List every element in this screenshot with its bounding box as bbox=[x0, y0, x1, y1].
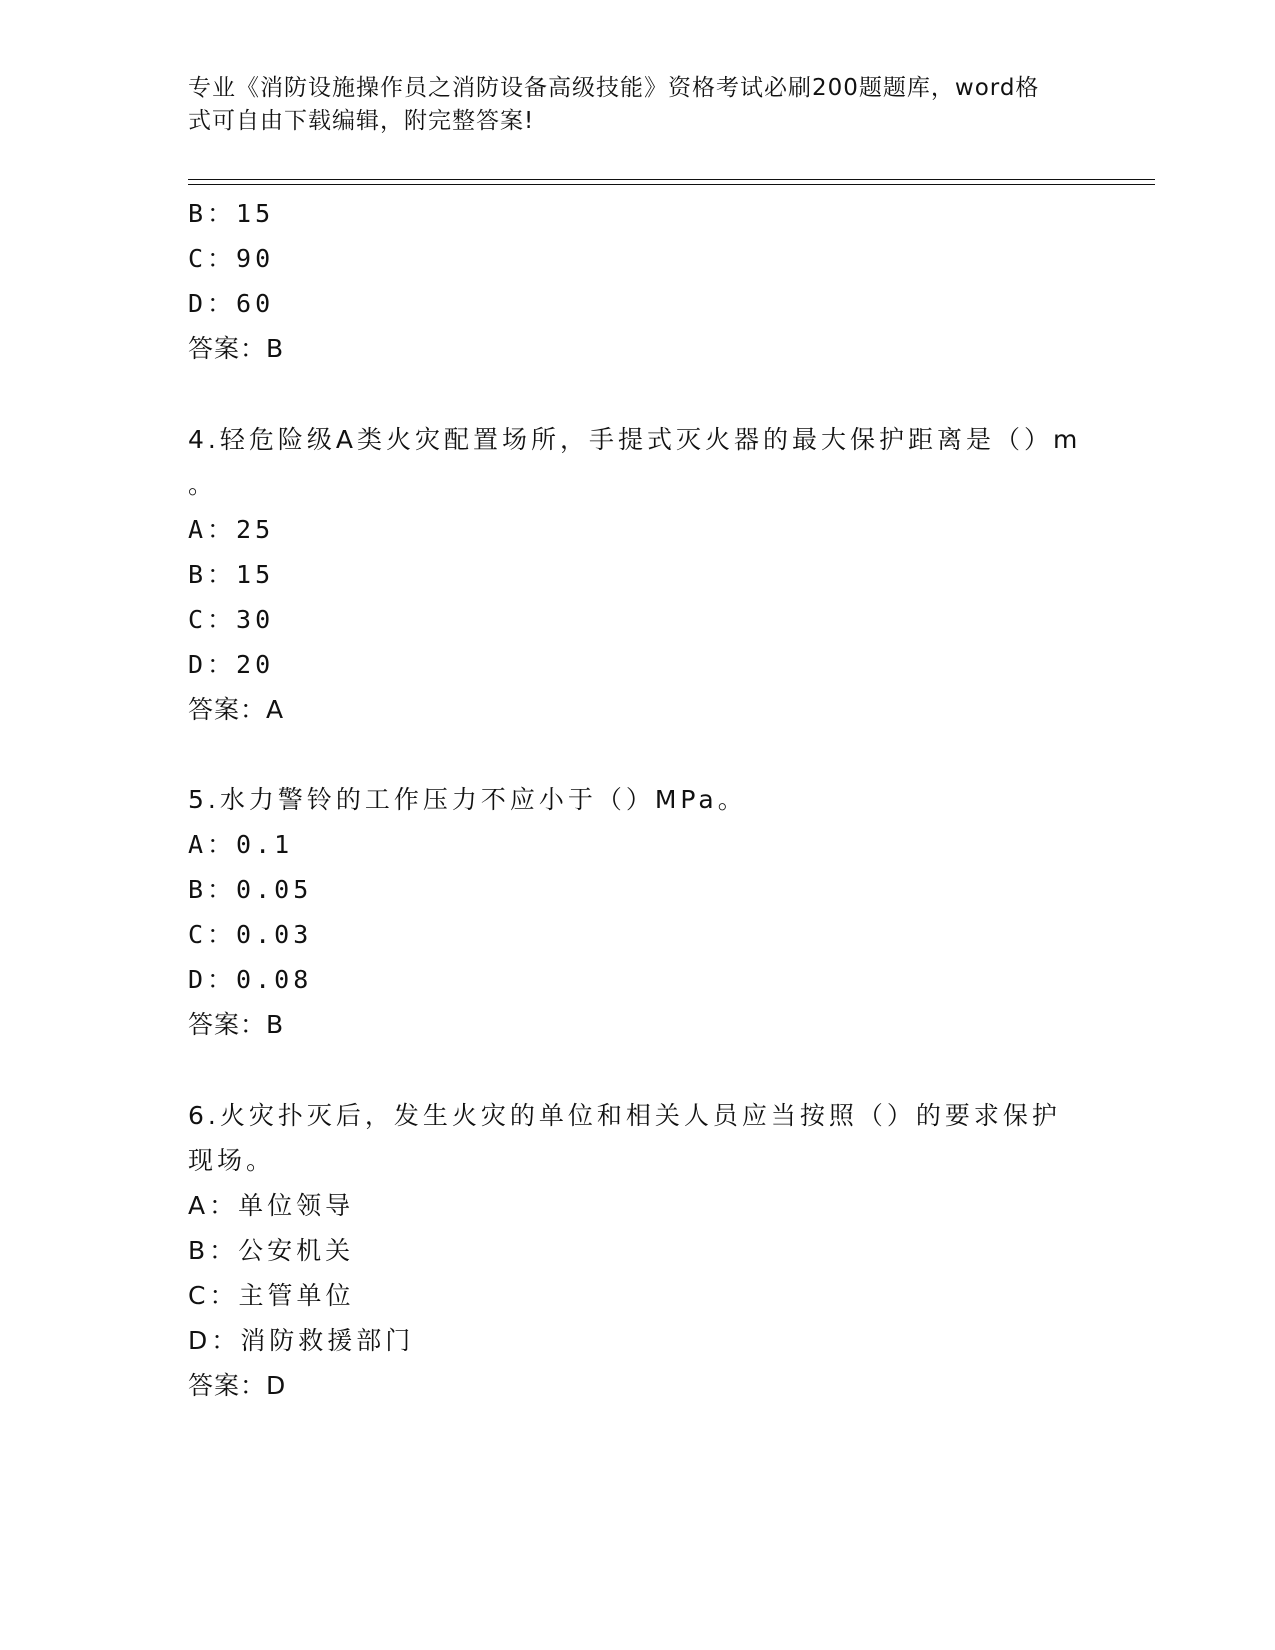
header-divider-top bbox=[188, 179, 1155, 180]
option-c: C：30 bbox=[188, 605, 275, 634]
answer-label: 答案：B bbox=[188, 1010, 285, 1039]
option-b: B：15 bbox=[188, 199, 275, 228]
header-line-2: 式可自由下载编辑，附完整答案! bbox=[188, 108, 535, 134]
answer-label: 答案：D bbox=[188, 1371, 287, 1400]
option-c: C：主管单位 bbox=[188, 1281, 355, 1310]
option-b: B：15 bbox=[188, 560, 275, 589]
option-d: D：0.08 bbox=[188, 965, 313, 994]
option-d: D：20 bbox=[188, 650, 275, 679]
option-c: C：0.03 bbox=[188, 920, 313, 949]
header-divider-bottom bbox=[188, 184, 1155, 185]
question-stem: 5.水力警铃的工作压力不应小于（）MPa。 bbox=[188, 785, 747, 814]
option-c: C：90 bbox=[188, 244, 275, 273]
option-b: B：0.05 bbox=[188, 875, 313, 904]
question-stem: 6.火灾扑灭后，发生火灾的单位和相关人员应当按照（）的要求保护 bbox=[188, 1101, 1061, 1130]
option-a: A：0.1 bbox=[188, 830, 294, 859]
option-a: A：单位领导 bbox=[188, 1191, 355, 1220]
question-stem-continued: 现场。 bbox=[188, 1146, 276, 1175]
header-line-1: 专业《消防设施操作员之消防设备高级技能》资格考试必刷200题题库，word格 bbox=[188, 75, 1040, 101]
question-stem-continued: 。 bbox=[188, 470, 218, 499]
question-stem: 4.轻危险级A类火灾配置场所，手提式灭火器的最大保护距离是（）m bbox=[188, 425, 1082, 454]
option-d: D：消防救援部门 bbox=[188, 1326, 415, 1355]
option-a: A：25 bbox=[188, 515, 275, 544]
option-d: D：60 bbox=[188, 289, 275, 318]
document-header bbox=[188, 72, 1068, 138]
answer-label: 答案：B bbox=[188, 334, 285, 363]
option-b: B：公安机关 bbox=[188, 1236, 355, 1265]
answer-label: 答案：A bbox=[188, 695, 285, 724]
